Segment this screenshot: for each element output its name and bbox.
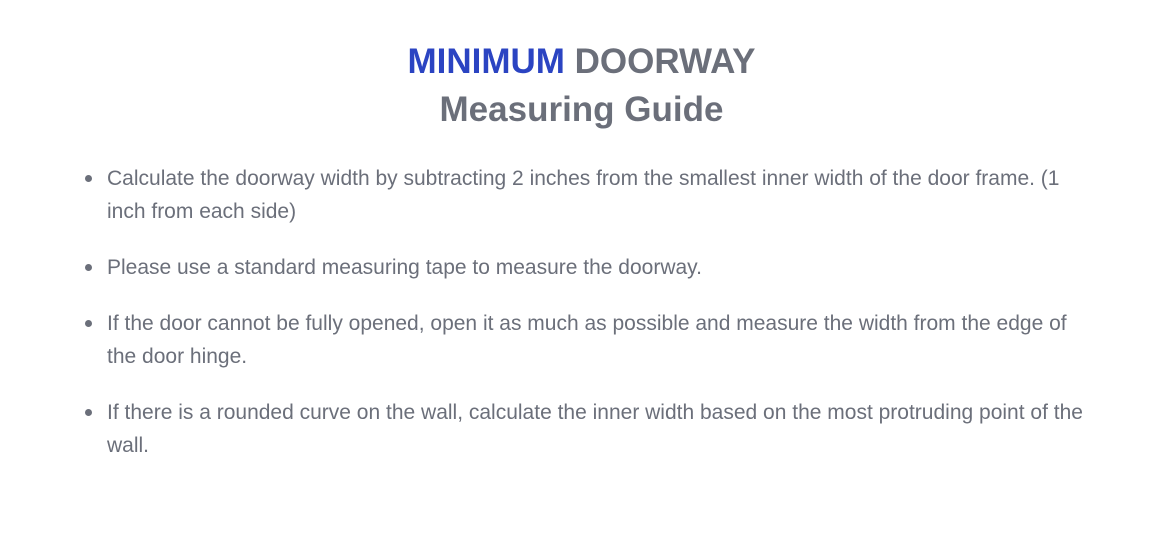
list-item	[107, 396, 1087, 462]
page-title	[0, 0, 1163, 85]
bullet-icon	[85, 320, 92, 327]
bullet-icon	[85, 409, 92, 416]
list-item	[107, 162, 1087, 228]
guide-list	[0, 162, 1087, 462]
list-item-text: If there is a rounded curve on the wall, calculate the inner width based on the most protruding point of the wall.	[107, 401, 1083, 457]
title-accent: MINIMUM	[407, 42, 565, 81]
list-item-text: Please use a standard measuring tape to measure the doorway.	[107, 256, 702, 279]
title-rest: DOORWAY	[564, 42, 756, 81]
bullet-icon	[85, 175, 92, 182]
list-item	[107, 251, 1087, 284]
list-item-text: Calculate the doorway width by subtracting 2 inches from the smallest inner width of the door frame. (1 inch from each side)	[107, 167, 1060, 223]
list-item-text: If the door cannot be fully opened, open it as much as possible and measure the width from the edge of the door hinge.	[107, 312, 1067, 368]
list-item	[107, 307, 1087, 373]
page-subtitle: Measuring Guide	[439, 90, 724, 129]
bullet-icon	[85, 264, 92, 271]
